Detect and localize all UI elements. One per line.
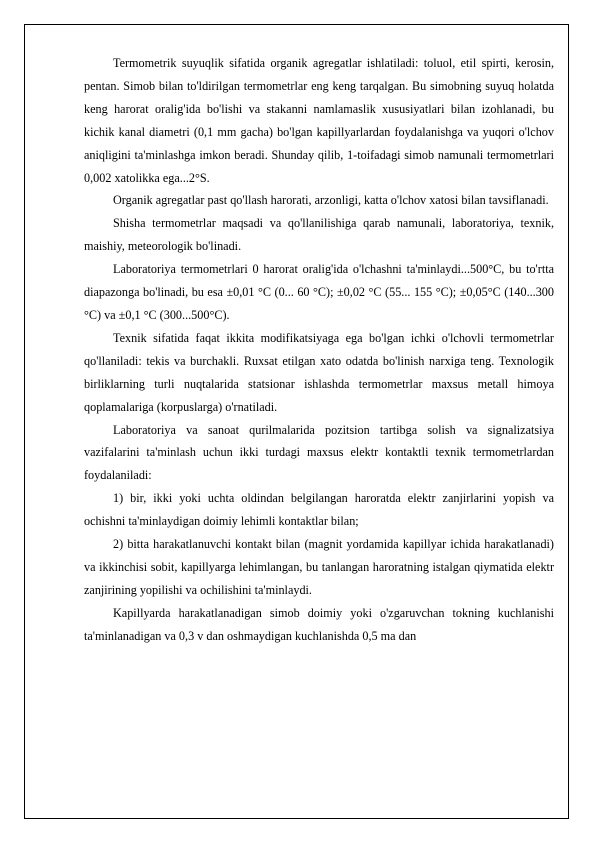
paragraph-electric-contact-thermometers: Laboratoriya va sanoat qurilmalarida pozitsion tartibga solish va signalizatsiya vazifalarini ta'minlash uchun ikki turdagi maxsus elektr kontaktli texnik termometrlardan foydalaniladi: <box>84 422 554 483</box>
paragraph-laboratory-thermometers: Laboratoriya termometrlari 0 harorat oralig'ida o'lchashni ta'minlaydi...500°C, bu to'rtta diapazonga bo'linadi, bu esa ±0,01 °C (0... 60 °C); ±0,02 °C (55... 155 °C); ±0,05°C (140...300 °C) va ±0,1 °C (300...500°C). <box>84 262 554 322</box>
paragraph-thermometric-liquids: Termometrik suyuqlik sifatida organik agregatlar ishlatiladi: toluol, etil spirti, kerosin, pentan. Simob bilan to'ldirilgan termometrlar eng keng tarqalgan. Bu simobning suyuq holatda keng harorat oralig'ida bo'lishi va stakanni namlamaslik xususiyatlari bilan izohlanadi, bu kichik kanal diametri (0,1 mm gacha) bo'lgan kapillyarlardan foydalanishga va yuqori o'lchov aniqligini ta'minlashga imkon beradi. Shunday qilib, 1-toifadagi simob namunali termometrlari 0,002 xatolikka ega...2°S. <box>84 56 554 185</box>
list-item-movable-contact: 2) bitta harakatlanuvchi kontakt bilan (magnit yordamida kapillyar ichida harakatlanadi) va ikkinchisi sobit, kapillyarga lehimlangan, bu tanlangan haroratning istalgan qiymatida elektr zanjirining yopilishi va ochilishini ta'minlaydi. <box>84 537 554 597</box>
paragraph-technical-thermometers: Texnik sifatida faqat ikkita modifikatsiyaga ega bo'lgan ichki o'lchovli termometrlar qo'llaniladi: tekis va burchakli. Ruxsat etilgan xato odatda bo'linish narxiga teng. Texnologik birliklarning turli nuqtalarida statsionar ishlashda termometrlar maxsus metall himoya qoplamalariga (korpuslarga) o'rnatiladi. <box>84 330 554 414</box>
paragraph-mercury-capillary: Kapillyarda harakatlanadigan simob doimiy yoki o'zgaruvchan tokning kuchlanishi ta'minlanadigan va 0,3 v dan oshmaydigan kuchlanishda 0,5 ma dan <box>84 605 554 643</box>
document-body <box>84 52 554 648</box>
paragraph-glass-thermometers: Shisha termometrlar maqsadi va qo'llanilishiga qarab namunali, laboratoriya, texnik, maishiy, meteorologik bo'linadi. <box>84 216 554 254</box>
paragraph-organic-aggregates: Organik agregatlar past qo'llash harorati, arzonligi, katta o'lchov xatosi bilan tavsiflanadi. <box>113 193 549 208</box>
list-item-fixed-contacts: 1) bir, ikki yoki uchta oldindan belgilangan haroratda elektr zanjirlarini yopish va ochishni ta'minlaydigan doimiy lehimli kontaktlar bilan; <box>84 491 554 529</box>
